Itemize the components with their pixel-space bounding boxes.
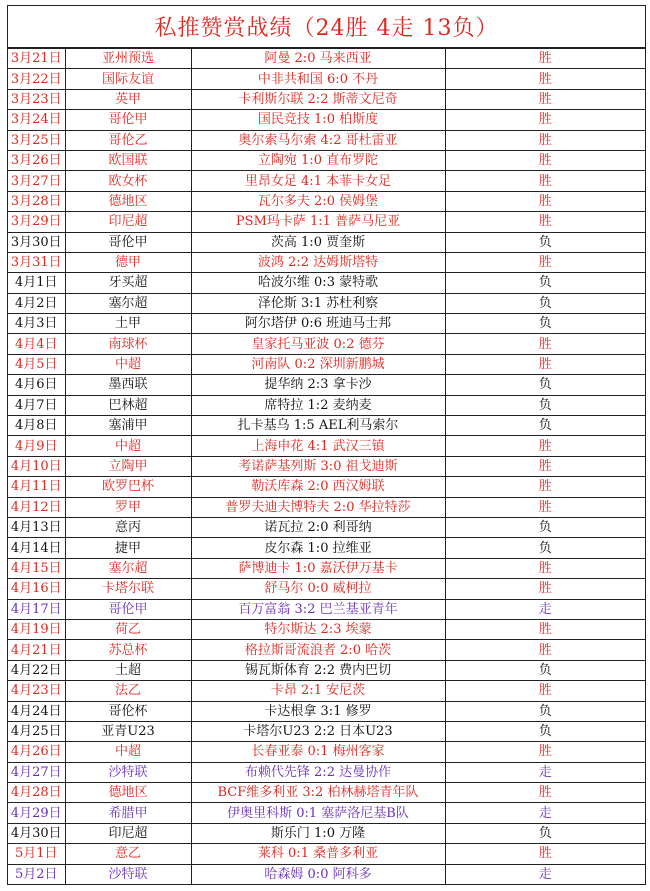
date-cell: 3月28日 [8, 191, 65, 211]
result-cell: 负 [445, 538, 645, 558]
league-cell: 希腊甲 [65, 803, 191, 823]
date-cell: 4月12日 [8, 497, 65, 517]
match-cell: 百万富翁 3:2 巴兰基亚青年 [191, 599, 445, 619]
league-cell: 罗甲 [65, 497, 191, 517]
record-sheet [7, 5, 646, 885]
date-cell: 3月24日 [8, 110, 65, 130]
league-cell: 德地区 [65, 783, 191, 803]
league-cell: 意乙 [65, 844, 191, 864]
match-cell: 锡瓦斯体育 2:2 费内巴切 [191, 660, 445, 680]
date-cell: 3月26日 [8, 150, 65, 170]
league-cell: 亚州预选 [65, 49, 191, 69]
match-cell: 布赖代先锋 2:2 达曼协作 [191, 762, 445, 782]
table-row [8, 599, 645, 619]
table-row [8, 110, 645, 130]
date-cell: 5月2日 [8, 864, 65, 884]
match-cell: 奥尔索马尔索 4:2 哥杜雷亚 [191, 130, 445, 150]
league-cell: 卡塔尔联 [65, 579, 191, 599]
league-cell: 塞尔超 [65, 558, 191, 578]
league-cell: 中超 [65, 354, 191, 374]
date-cell: 3月22日 [8, 69, 65, 89]
match-cell: 特尔斯达 2:3 埃蒙 [191, 619, 445, 639]
result-cell: 胜 [445, 497, 645, 517]
result-cell: 胜 [445, 171, 645, 191]
league-cell: 立陶甲 [65, 456, 191, 476]
table-row [8, 456, 645, 476]
table-row [8, 130, 645, 150]
table-row [8, 823, 645, 843]
result-cell: 胜 [445, 436, 645, 456]
date-cell: 4月15日 [8, 558, 65, 578]
result-cell: 胜 [445, 579, 645, 599]
table-row [8, 864, 645, 884]
league-cell: 捷甲 [65, 538, 191, 558]
match-cell: 扎卡基乌 1:5 AEL利马索尔 [191, 416, 445, 436]
result-cell: 负 [445, 660, 645, 680]
result-cell: 胜 [445, 150, 645, 170]
table-row [8, 844, 645, 864]
table-row [8, 150, 645, 170]
league-cell: 印尼超 [65, 823, 191, 843]
match-cell: 阿尔塔伊 0:6 班迪马士邦 [191, 314, 445, 334]
sheet-title: 私推赞赏战绩（24胜 4走 13负） [8, 6, 645, 48]
date-cell: 4月29日 [8, 803, 65, 823]
match-cell: 舒马尔 0:0 威柯拉 [191, 579, 445, 599]
table-row [8, 619, 645, 639]
table-row [8, 273, 645, 293]
match-cell: 皮尔森 1:0 拉维亚 [191, 538, 445, 558]
result-cell: 负 [445, 273, 645, 293]
table-row [8, 69, 645, 89]
date-cell: 4月25日 [8, 721, 65, 741]
date-cell: 3月25日 [8, 130, 65, 150]
table-row [8, 681, 645, 701]
league-cell: 塞尔超 [65, 293, 191, 313]
table-row [8, 517, 645, 537]
table-row [8, 191, 645, 211]
league-cell: 沙特联 [65, 762, 191, 782]
result-cell: 负 [445, 293, 645, 313]
result-cell: 胜 [445, 334, 645, 354]
league-cell: 塞浦甲 [65, 416, 191, 436]
table-row [8, 89, 645, 109]
league-cell: 墨西联 [65, 375, 191, 395]
league-cell: 土甲 [65, 314, 191, 334]
match-cell: 莱科 0:1 桑普多利亚 [191, 844, 445, 864]
table-row [8, 354, 645, 374]
match-cell: 诺瓦拉 2:0 利哥纳 [191, 517, 445, 537]
league-cell: 印尼超 [65, 212, 191, 232]
match-cell: 格拉斯哥流浪者 2:0 哈茨 [191, 640, 445, 660]
match-cell: 泽伦斯 3:1 苏杜利察 [191, 293, 445, 313]
match-cell: 考诺萨基列斯 3:0 祖戈迪斯 [191, 456, 445, 476]
date-cell: 4月27日 [8, 762, 65, 782]
table-row [8, 762, 645, 782]
match-cell: 哈波尔维 0:3 蒙特歌 [191, 273, 445, 293]
result-cell: 胜 [445, 130, 645, 150]
result-cell: 胜 [445, 558, 645, 578]
table-row [8, 701, 645, 721]
table-row [8, 436, 645, 456]
result-cell: 胜 [445, 110, 645, 130]
result-cell: 胜 [445, 742, 645, 762]
match-cell: BCF维多利亚 3:2 柏林赫塔青年队 [191, 783, 445, 803]
date-cell: 4月22日 [8, 660, 65, 680]
date-cell: 3月29日 [8, 212, 65, 232]
result-cell: 胜 [445, 640, 645, 660]
table-row [8, 293, 645, 313]
date-cell: 4月8日 [8, 416, 65, 436]
result-cell: 负 [445, 395, 645, 415]
result-cell: 负 [445, 701, 645, 721]
league-cell: 欧国联 [65, 150, 191, 170]
result-cell: 胜 [445, 191, 645, 211]
table-row [8, 477, 645, 497]
date-cell: 4月23日 [8, 681, 65, 701]
table-row [8, 497, 645, 517]
result-cell: 胜 [445, 844, 645, 864]
date-cell: 4月17日 [8, 599, 65, 619]
league-cell: 牙买超 [65, 273, 191, 293]
date-cell: 4月10日 [8, 456, 65, 476]
match-cell: 勒沃库森 2:0 西汉姆联 [191, 477, 445, 497]
date-cell: 5月1日 [8, 844, 65, 864]
league-cell: 英甲 [65, 89, 191, 109]
league-cell: 德地区 [65, 191, 191, 211]
result-cell: 胜 [445, 783, 645, 803]
result-cell: 胜 [445, 252, 645, 272]
date-cell: 4月26日 [8, 742, 65, 762]
table-row [8, 783, 645, 803]
date-cell: 4月5日 [8, 354, 65, 374]
table-row [8, 232, 645, 252]
date-cell: 4月30日 [8, 823, 65, 843]
result-cell: 负 [445, 721, 645, 741]
table-row [8, 252, 645, 272]
date-cell: 4月19日 [8, 619, 65, 639]
match-cell: 卡达根拿 3:1 修罗 [191, 701, 445, 721]
league-cell: 中超 [65, 742, 191, 762]
league-cell: 哥伦甲 [65, 599, 191, 619]
league-cell: 亚青U23 [65, 721, 191, 741]
date-cell: 4月28日 [8, 783, 65, 803]
match-cell: 皇家托马亚波 0:2 德芬 [191, 334, 445, 354]
table-row [8, 558, 645, 578]
date-cell: 4月24日 [8, 701, 65, 721]
match-cell: 席特拉 1:2 麦纳麦 [191, 395, 445, 415]
table-row [8, 803, 645, 823]
result-cell: 胜 [445, 49, 645, 69]
league-cell: 哥伦乙 [65, 130, 191, 150]
league-cell: 哥伦甲 [65, 232, 191, 252]
result-cell: 胜 [445, 212, 645, 232]
result-cell: 胜 [445, 681, 645, 701]
league-cell: 意丙 [65, 517, 191, 537]
match-cell: 普罗夫迪夫博特夫 2:0 华拉特莎 [191, 497, 445, 517]
result-cell: 负 [445, 517, 645, 537]
date-cell: 3月30日 [8, 232, 65, 252]
match-cell: 卡塔尔U23 2:2 日本U23 [191, 721, 445, 741]
result-cell: 走 [445, 762, 645, 782]
result-cell: 负 [445, 823, 645, 843]
match-cell: 国民竞技 1:0 柏斯度 [191, 110, 445, 130]
date-cell: 4月7日 [8, 395, 65, 415]
result-cell: 负 [445, 416, 645, 436]
date-cell: 3月21日 [8, 49, 65, 69]
result-cell: 胜 [445, 89, 645, 109]
table-row [8, 538, 645, 558]
match-cell: 阿曼 2:0 马来西亚 [191, 49, 445, 69]
match-cell: 河南队 0:2 深圳新鹏城 [191, 354, 445, 374]
table-row [8, 660, 645, 680]
table-row [8, 212, 645, 232]
match-cell: 伊奥里科斯 0:1 塞萨洛尼基B队 [191, 803, 445, 823]
table-row [8, 49, 645, 69]
result-cell: 走 [445, 599, 645, 619]
date-cell: 3月31日 [8, 252, 65, 272]
date-cell: 4月3日 [8, 314, 65, 334]
match-cell: 卡利斯尔联 2:2 斯蒂文尼奇 [191, 89, 445, 109]
match-cell: PSM玛卡萨 1:1 普萨马尼亚 [191, 212, 445, 232]
match-cell: 立陶宛 1:0 直布罗陀 [191, 150, 445, 170]
date-cell: 4月4日 [8, 334, 65, 354]
table-row [8, 314, 645, 334]
date-cell: 4月13日 [8, 517, 65, 537]
table-row [8, 395, 645, 415]
league-cell: 中超 [65, 436, 191, 456]
result-cell: 胜 [445, 619, 645, 639]
result-cell: 负 [445, 375, 645, 395]
table-row [8, 640, 645, 660]
result-cell: 走 [445, 803, 645, 823]
result-cell: 负 [445, 232, 645, 252]
league-cell: 荷乙 [65, 619, 191, 639]
date-cell: 4月14日 [8, 538, 65, 558]
date-cell: 4月9日 [8, 436, 65, 456]
record-table [8, 48, 645, 884]
match-cell: 里昂女足 4:1 本菲卡女足 [191, 171, 445, 191]
result-cell: 走 [445, 864, 645, 884]
match-cell: 茨高 1:0 贾奎斯 [191, 232, 445, 252]
result-cell: 胜 [445, 477, 645, 497]
date-cell: 3月27日 [8, 171, 65, 191]
result-cell: 负 [445, 314, 645, 334]
table-row [8, 416, 645, 436]
league-cell: 巴林超 [65, 395, 191, 415]
date-cell: 4月21日 [8, 640, 65, 660]
match-cell: 卡昂 2:1 安尼茨 [191, 681, 445, 701]
date-cell: 4月16日 [8, 579, 65, 599]
match-cell: 斯乐门 1:0 万隆 [191, 823, 445, 843]
match-cell: 瓦尔多夫 2:0 侯姆堡 [191, 191, 445, 211]
table-row [8, 721, 645, 741]
result-cell: 胜 [445, 69, 645, 89]
table-row [8, 334, 645, 354]
date-cell: 4月6日 [8, 375, 65, 395]
league-cell: 沙特联 [65, 864, 191, 884]
match-cell: 哈森姆 0:0 阿科多 [191, 864, 445, 884]
league-cell: 法乙 [65, 681, 191, 701]
result-cell: 胜 [445, 354, 645, 374]
date-cell: 4月11日 [8, 477, 65, 497]
league-cell: 德甲 [65, 252, 191, 272]
match-cell: 萨博迪卡 1:0 嘉沃伊万基卡 [191, 558, 445, 578]
match-cell: 提华纳 2:3 拿卡沙 [191, 375, 445, 395]
table-row [8, 375, 645, 395]
match-cell: 波鸿 2:2 达姆斯塔特 [191, 252, 445, 272]
result-cell: 胜 [445, 456, 645, 476]
league-cell: 欧女杯 [65, 171, 191, 191]
record-rows [8, 49, 645, 885]
date-cell: 4月2日 [8, 293, 65, 313]
match-cell: 长春亚泰 0:1 梅州客家 [191, 742, 445, 762]
match-cell: 上海申花 4:1 武汉三镇 [191, 436, 445, 456]
league-cell: 土超 [65, 660, 191, 680]
date-cell: 4月1日 [8, 273, 65, 293]
table-row [8, 742, 645, 762]
league-cell: 苏总杯 [65, 640, 191, 660]
league-cell: 南球杯 [65, 334, 191, 354]
date-cell: 3月23日 [8, 89, 65, 109]
league-cell: 哥伦杯 [65, 701, 191, 721]
league-cell: 欧罗巴杯 [65, 477, 191, 497]
table-row [8, 579, 645, 599]
match-cell: 中非共和国 6:0 不丹 [191, 69, 445, 89]
table-row [8, 171, 645, 191]
league-cell: 国际友谊 [65, 69, 191, 89]
league-cell: 哥伦甲 [65, 110, 191, 130]
